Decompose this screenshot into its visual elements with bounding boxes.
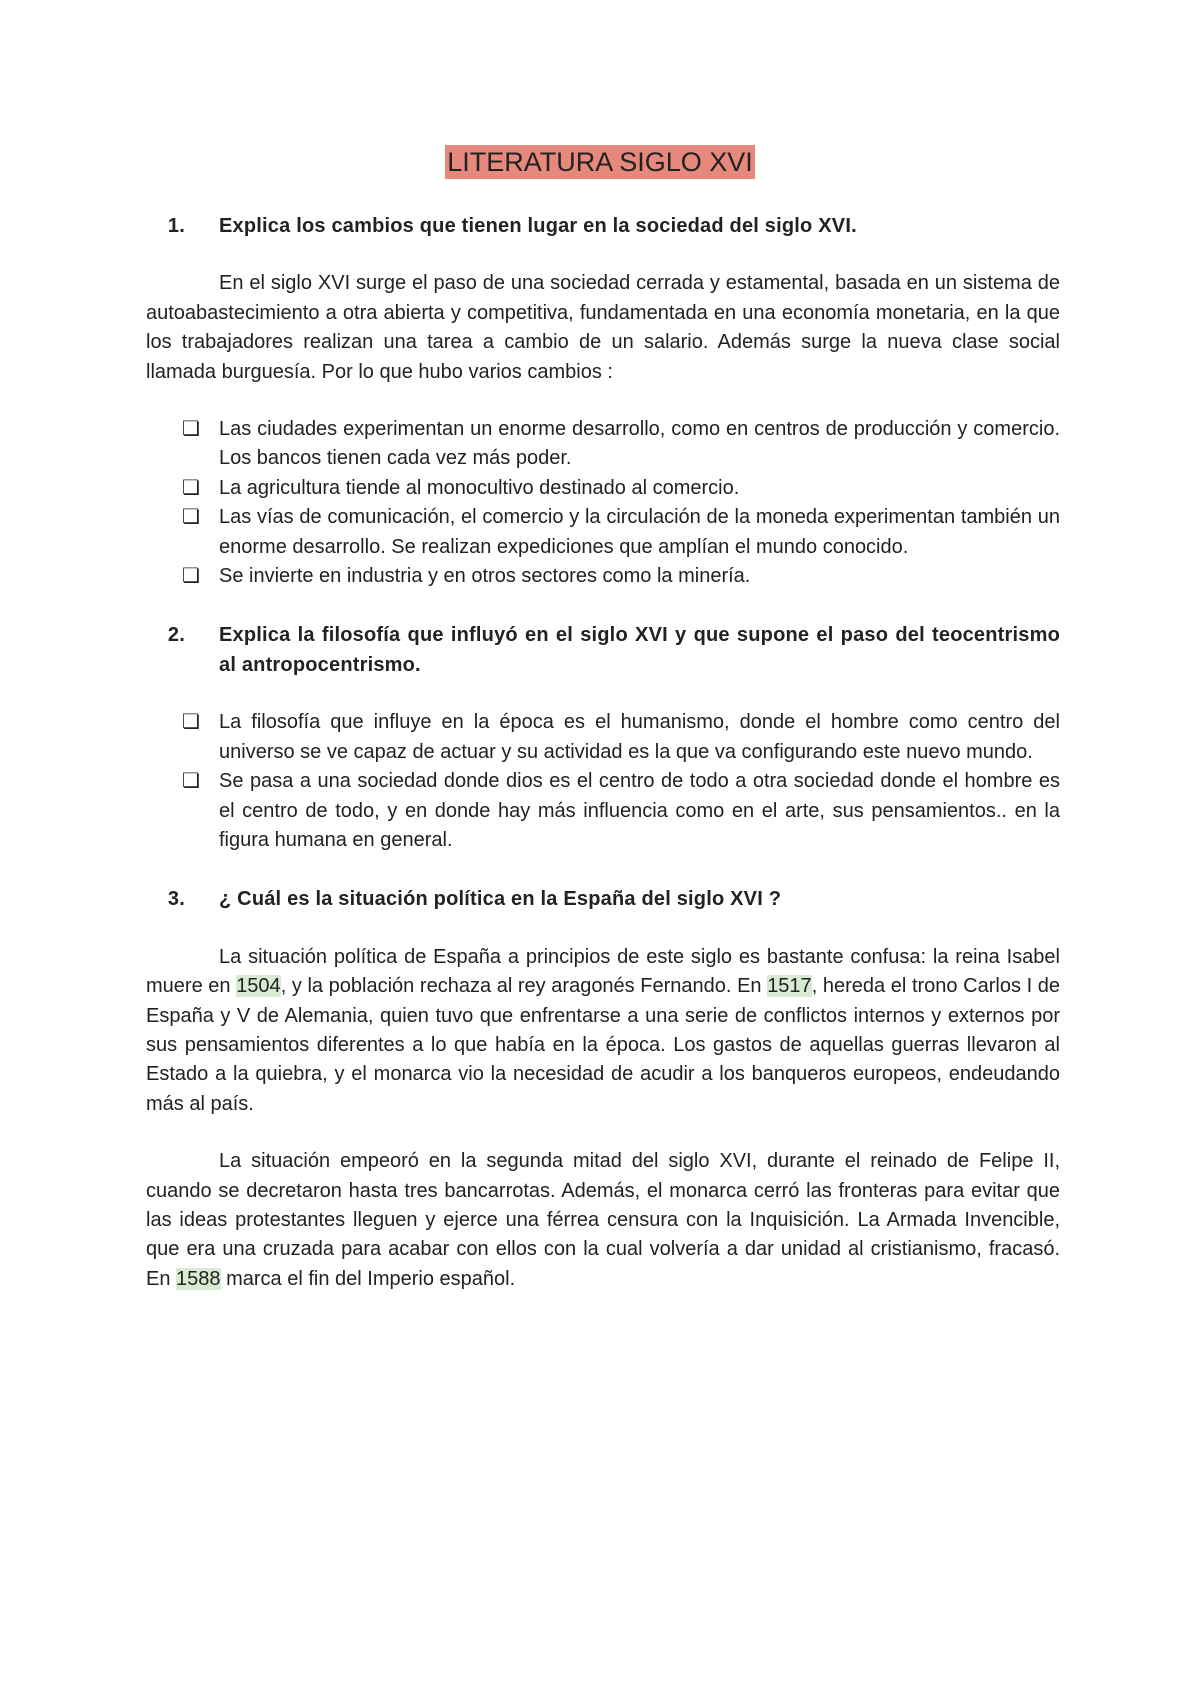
paragraph-text: En el siglo XVI surge el paso de una sociedad cerrada y estamental, basada en un sistema de autoabastecimiento a otra abierta y competitiva, fundamentada en una economía monetaria, en la que los trabajadores realizan una tarea a cambio de un salario. Además surge la nueva clase social llamada burguesía. Por lo que hubo varios cambios : [146, 272, 1060, 383]
list-item [146, 415, 1060, 474]
highlighted-year: 1504 [236, 975, 281, 998]
highlighted-year: 1517 [767, 975, 812, 998]
checkbox-bullet-icon: ❏ [182, 476, 200, 499]
list-item [146, 503, 1060, 562]
checkbox-bullet-icon: ❏ [182, 565, 200, 588]
paragraph-text: , hereda el trono Carlos I de España y V de Alemania, quien tuvo que enfrentarse a una serie de conflictos internos y externos por sus pensamientos diferentes a lo que había en la época. Los gastos de aquellas guerras llevaron al Estado a la quiebra, y el monarca vio la necesidad de acudir a los banqueros europeos, endeudando más al país. [146, 975, 1060, 1115]
question-2 [146, 621, 1060, 680]
bullet-list [146, 415, 1060, 591]
question-text: Explica la filosofía que influyó en el siglo XVI y que supone el paso del teocentrismo al antropocentrismo. [219, 624, 1060, 676]
paragraph [146, 943, 1060, 1119]
list-item-text: Se pasa a una sociedad donde dios es el centro de todo a otra sociedad donde el hombre es el centro de todo, y en donde hay más influencia como en el arte, sus pensamientos.. en la figura humana en general. [219, 770, 1060, 851]
question-number: 3. [167, 888, 185, 911]
question-text: Explica los cambios que tienen lugar en la sociedad del siglo XVI. [219, 215, 857, 237]
list-item [146, 708, 1060, 767]
highlighted-year: 1588 [176, 1267, 221, 1290]
checkbox-bullet-icon: ❏ [182, 711, 200, 734]
checkbox-bullet-icon: ❏ [182, 770, 200, 793]
question-text: ¿ Cuál es la situación política en la España del siglo XVI ? [219, 888, 782, 911]
document-body [146, 212, 1060, 1294]
paragraph-text: La situación política de España a principios de este siglo es bastante confusa: la reina Isabel muere en [146, 945, 1060, 998]
list-item-text: Se invierte en industria y en otros sectores como la minería. [219, 565, 751, 588]
paragraph [146, 1147, 1060, 1294]
paragraph-text: , y la población rechaza al rey aragonés Fernando. En [280, 975, 768, 998]
list-item-text: La filosofía que influye en la época es el humanismo, donde el hombre como centro del universo se ve capaz de actuar y su actividad es la que va configurando este nuevo mundo. [219, 711, 1060, 763]
list-item [146, 767, 1060, 855]
question-number: 1. [167, 215, 185, 237]
paragraph [146, 269, 1060, 387]
paragraph-text: La situación empeoró en la segunda mitad del siglo XVI, durante el reinado de Felipe II, cuando se decretaron hasta tres bancarrotas. Además, el monarca cerró las fronteras para evitar que las ideas protestantes lleguen y ejerce una férrea censura con la Inquisición. La Armada Invencible, que era una cruzada para acabar con ellos con la cual volvería a dar unidad al cristianismo, fracasó. En [146, 1150, 1060, 1290]
checkbox-bullet-icon: ❏ [182, 418, 200, 441]
title-wrap [0, 145, 1200, 179]
page-title: LITERATURA SIGLO XVI [447, 147, 753, 177]
question-3 [146, 885, 1060, 914]
list-item-text: Las ciudades experimentan un enorme desarrollo, como en centros de producción y comercio. Los bancos tienen cada vez más poder. [219, 418, 1060, 470]
list-item-text: Las vías de comunicación, el comercio y la circulación de la moneda experimentan también un enorme desarrollo. Se realizan expediciones que amplían el mundo conocido. [219, 506, 1060, 558]
checkbox-bullet-icon: ❏ [182, 506, 200, 529]
list-item-text: La agricultura tiende al monocultivo destinado al comercio. [219, 476, 740, 499]
list-item [146, 474, 1060, 503]
question-number: 2. [167, 624, 185, 647]
question-1 [146, 212, 1060, 241]
bullet-list [146, 708, 1060, 855]
list-item [146, 562, 1060, 591]
paragraph-text: marca el fin del Imperio español. [220, 1267, 516, 1290]
